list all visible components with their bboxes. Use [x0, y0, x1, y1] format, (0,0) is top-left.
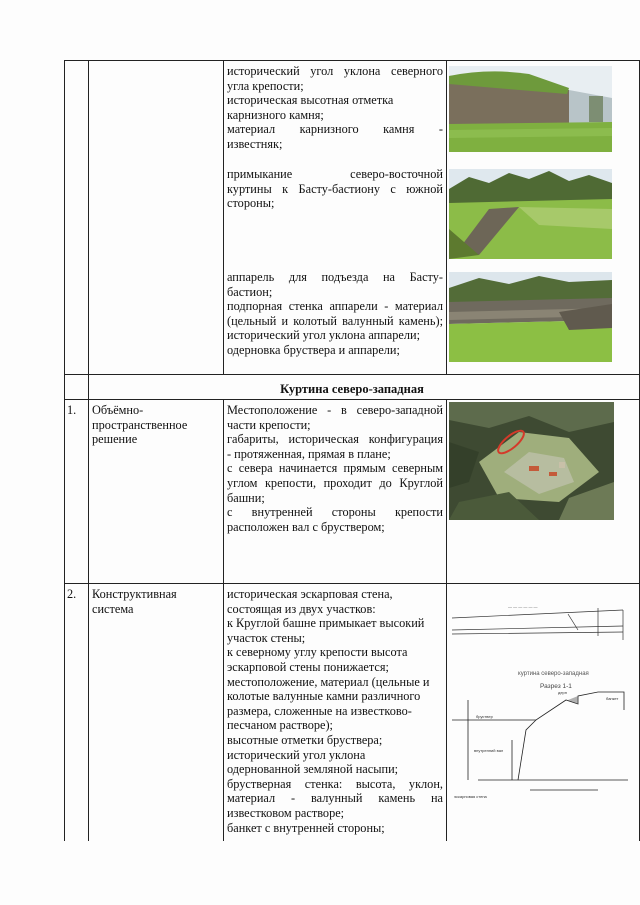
drawing-label: банкет	[606, 696, 619, 701]
table-column-divider-3b	[446, 399, 447, 841]
photo-ramp-retaining-wall	[449, 272, 612, 362]
cross-section-drawing	[448, 600, 638, 800]
text-line: Объёмно-	[92, 403, 144, 417]
text-line: эскарповой стены понижается;	[227, 659, 389, 674]
feature-text-block-2	[227, 167, 443, 211]
row-description	[227, 403, 443, 534]
text-line: местоположение, материал (цельные и	[227, 674, 430, 689]
text-line: решение	[92, 432, 138, 447]
text-line: углом крепости, проходит до Круглой	[227, 475, 443, 490]
table-column-divider-2b	[223, 399, 224, 841]
text-line: с внутренней стороны крепости	[227, 505, 443, 520]
text-line: с севера начинается прямым северным	[227, 461, 443, 476]
drawing-section-title: куртина северо-западная	[518, 671, 589, 677]
table-row-line-2	[64, 399, 640, 400]
text-line: пространственное	[92, 417, 188, 432]
section-title: Куртина северо-западная	[280, 382, 424, 396]
text-line: исторический угол уклона аппарели;	[227, 328, 421, 343]
row-description	[227, 587, 443, 835]
text-line: к Круглой башне примыкает высокий	[227, 616, 425, 631]
drawing-label: эскарповая стена	[454, 794, 487, 799]
text-line: бастион;	[227, 284, 273, 299]
table-row-line-1	[64, 374, 640, 375]
table-border-top	[64, 60, 640, 61]
text-line: состоящая из двух участков:	[227, 601, 376, 616]
text-line: куртины к Басту-бастиону с южной	[227, 181, 443, 196]
table-column-divider-2	[223, 60, 224, 374]
text-line: известняк;	[227, 136, 283, 151]
text-line: колотые валунные камни различного	[227, 689, 421, 704]
text-line: участок стены;	[227, 630, 306, 645]
text-line: известковом растворе;	[227, 805, 345, 820]
text-line: угла крепости;	[227, 78, 304, 93]
table-border-left	[64, 60, 65, 841]
text-line: (цельный и колотый валунный камень);	[227, 313, 443, 328]
text-line: к северному углу крепости высота	[227, 645, 408, 660]
row-name	[92, 587, 222, 616]
text-line: - протяженная, прямая в плане;	[227, 446, 391, 461]
text-line: карнизного камня;	[227, 107, 324, 122]
text-line: примыкание северо-восточной	[227, 167, 443, 181]
table-column-divider-3	[446, 60, 447, 374]
photo-aerial-fortress	[449, 402, 614, 520]
text-line: габариты, историческая конфигурация	[227, 432, 443, 447]
text-line: подпорная стенка аппарели - материал	[227, 299, 443, 314]
drawing-label: дерн	[558, 690, 567, 695]
text-line: размера, сложенные на известково-	[227, 703, 412, 718]
table-row-line-3	[64, 583, 640, 584]
text-line: материал карнизного камня -	[227, 122, 443, 137]
drawing-label: бруствер	[476, 714, 493, 719]
text-line: песчаном растворе);	[227, 718, 333, 733]
text-line: исторический угол уклона	[227, 747, 366, 762]
feature-text-block-3	[227, 270, 443, 358]
photo-fortress-corner	[449, 66, 612, 152]
text-line: одернованной земляной насыпи;	[227, 762, 399, 777]
text-line: расположен вал с бруствером;	[227, 519, 385, 534]
text-line: высотные отметки бруствера;	[227, 732, 383, 747]
row-name	[92, 403, 222, 447]
text-line: одерновка бруствера и аппарели;	[227, 342, 400, 357]
text-line: исторический угол уклона северного	[227, 64, 443, 78]
text-line: историческая высотная отметка	[227, 93, 394, 108]
feature-text-block-1	[227, 64, 443, 152]
row-number: 2.	[67, 587, 77, 601]
text-line: части крепости;	[227, 417, 311, 432]
text-line: Конструктивная	[92, 587, 177, 601]
drawing-label: внутренний вал	[474, 748, 504, 753]
text-line: стороны;	[227, 196, 275, 211]
photo-curtain-junction	[449, 169, 612, 259]
drawing-section-label: Разрез 1-1	[540, 683, 572, 690]
text-line: брустверная стенка: высота, уклон,	[227, 776, 443, 791]
text-line: банкет с внутренней стороны;	[227, 820, 385, 835]
table-column-divider-1	[88, 60, 89, 841]
text-line: Местоположение - в северо-западной	[227, 403, 443, 417]
text-line: система	[92, 601, 134, 616]
svg-text:— — — — — —: — — — — — —	[508, 604, 538, 609]
text-line: аппарель для подъезда на Басту-	[227, 270, 443, 284]
text-line: башни;	[227, 490, 265, 505]
text-line: материал - валунный камень на	[227, 791, 443, 806]
row-number: 1.	[67, 403, 77, 417]
text-line: историческая эскарповая стена,	[227, 587, 393, 601]
